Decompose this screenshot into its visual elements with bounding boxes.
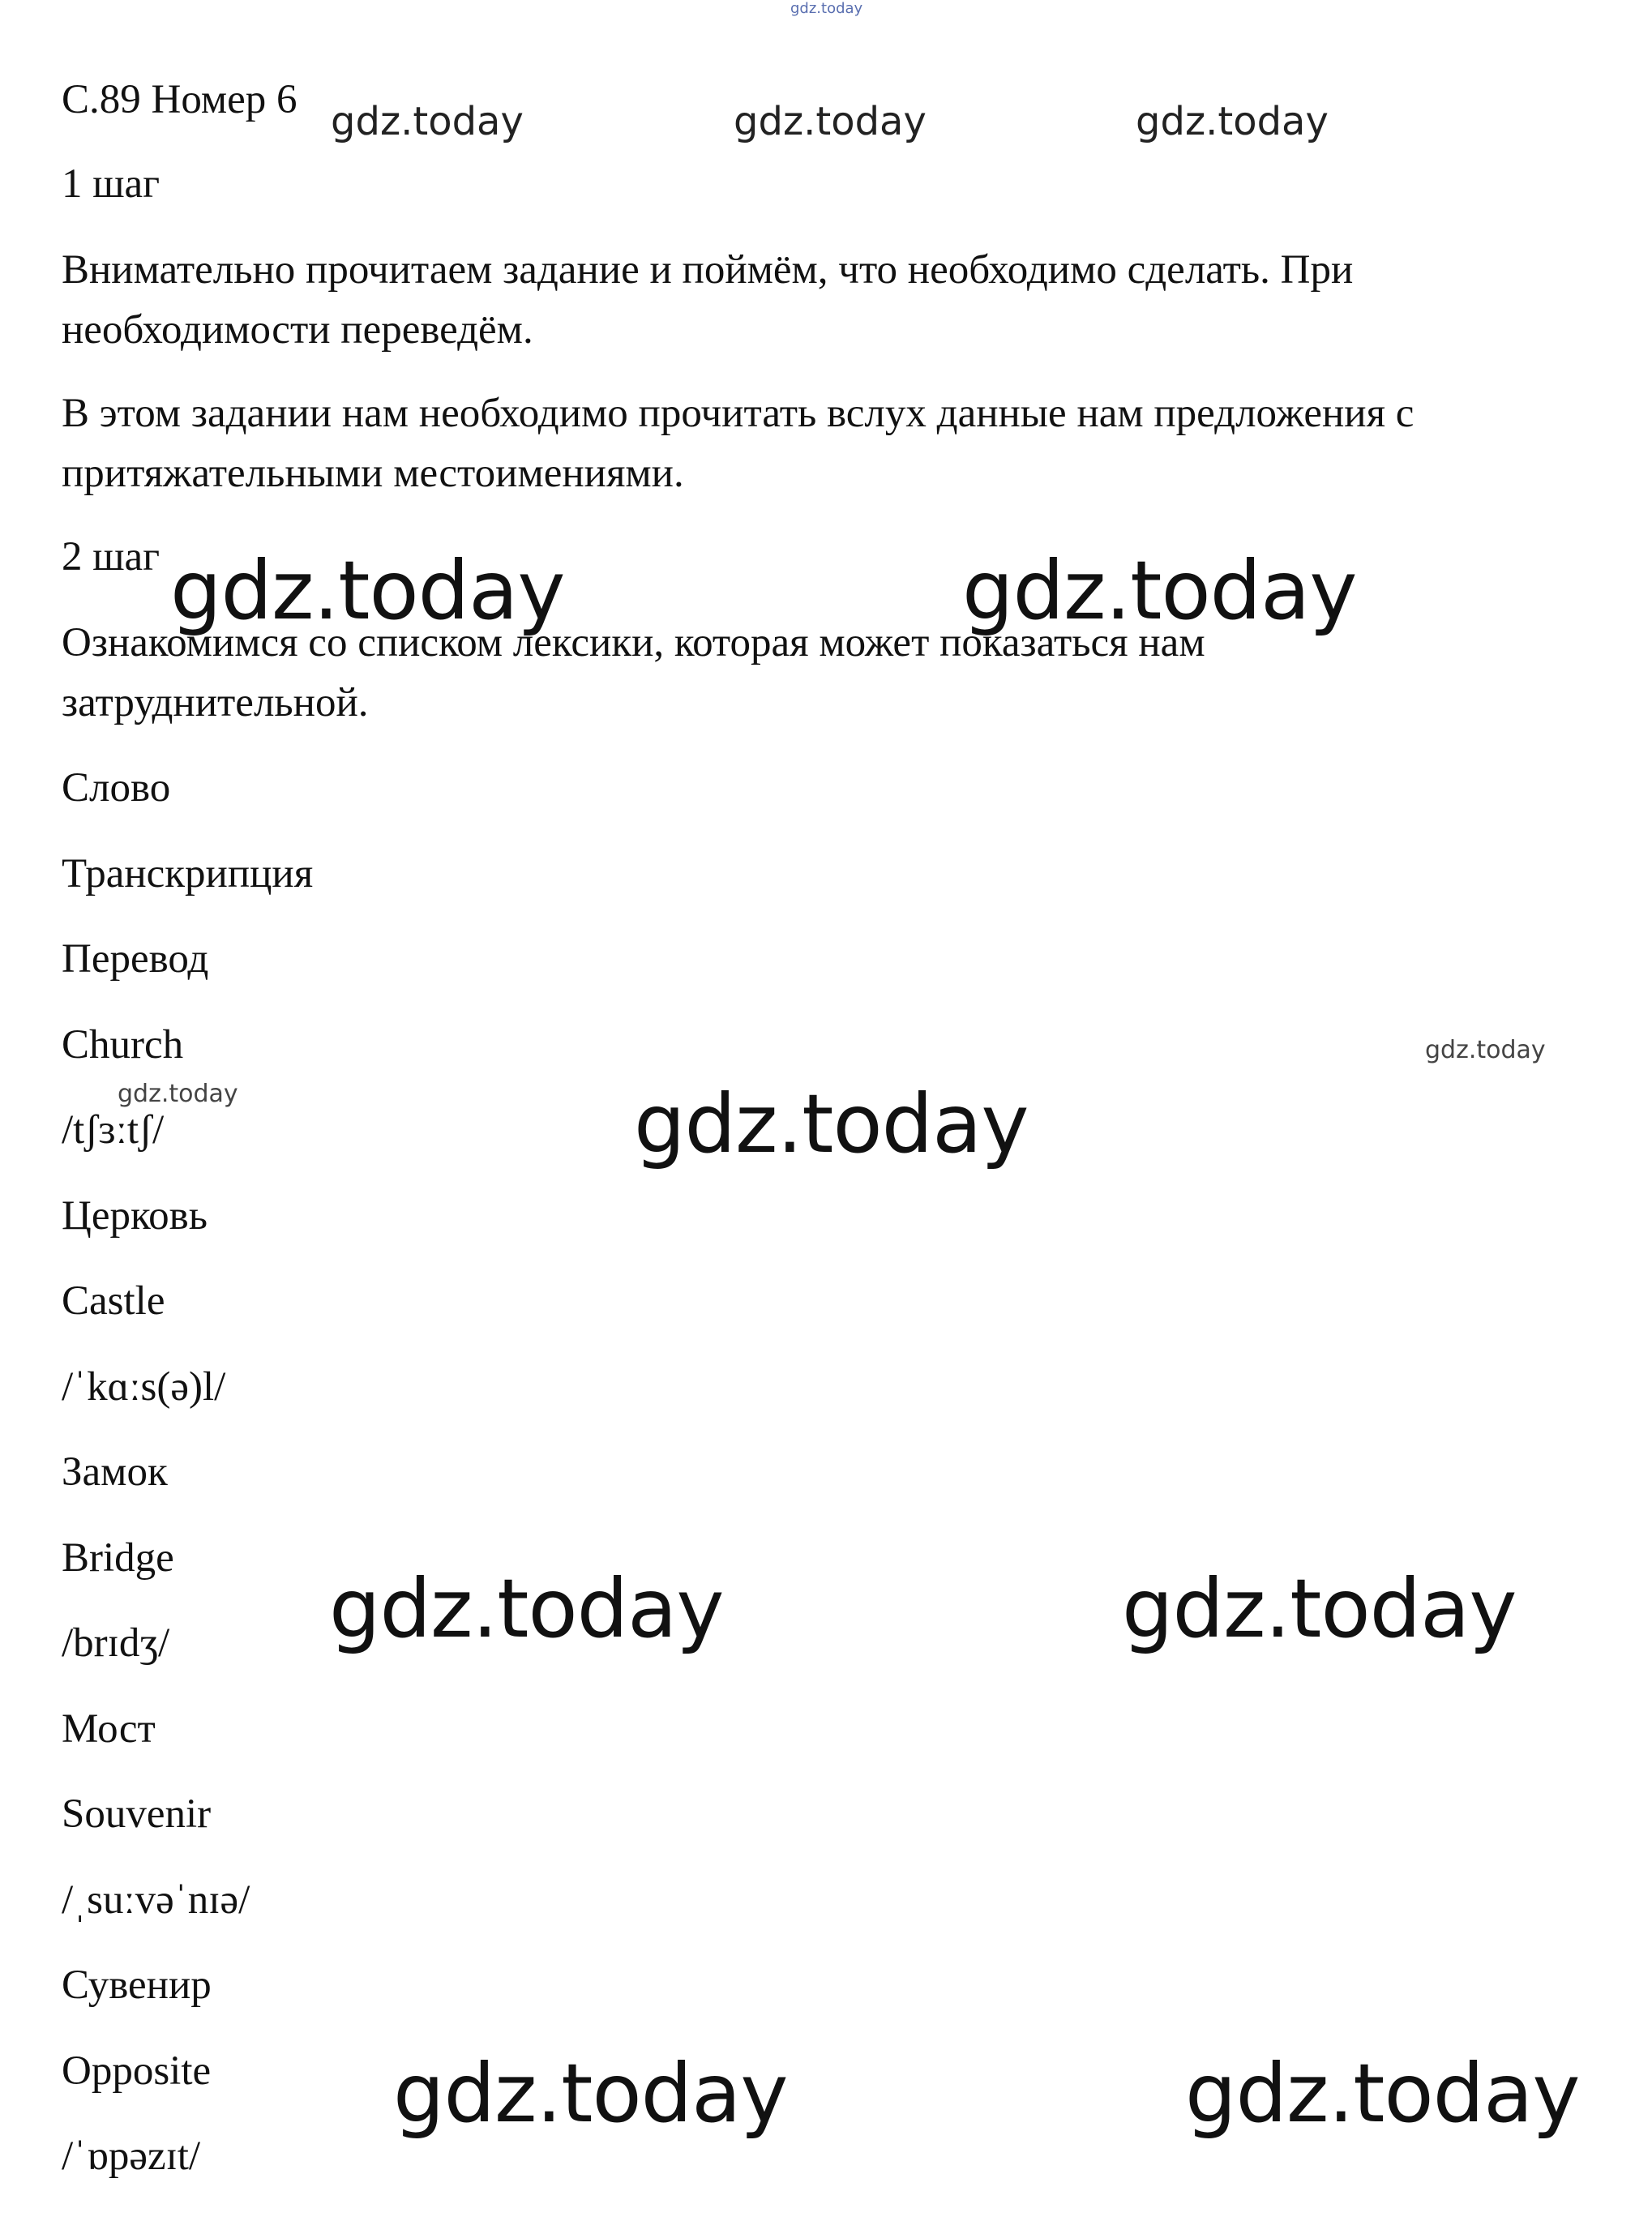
vocab-transcription: /ˌsuːvəˈnɪə/ [62, 1877, 250, 1923]
vocab-word: Castle [62, 1278, 165, 1324]
step-label: 2 шаг [62, 534, 160, 580]
watermark: gdz.today [790, 0, 863, 17]
paragraph-line: необходимости переведём. [62, 307, 533, 353]
vocab-translation: Сувенир [62, 1962, 212, 2008]
vocab-translation: Замок [62, 1449, 168, 1495]
column-header-word: Слово [62, 765, 171, 811]
vocab-word: Opposite [62, 2048, 212, 2094]
watermark: gdz.today [734, 99, 927, 144]
watermark: gdz.today [329, 1561, 724, 1656]
vocab-transcription: /ˈkɑːs(ə)l/ [62, 1364, 226, 1410]
page-title: С.89 Номер 6 [62, 77, 297, 122]
watermark: gdz.today [1122, 1561, 1517, 1656]
watermark: gdz.today [170, 543, 565, 638]
vocab-word: Souvenir [62, 1791, 212, 1837]
paragraph-line: притяжательными местоимениями. [62, 451, 684, 496]
vocab-word: Bridge [62, 1535, 174, 1581]
vocab-transcription: /ˈɒpəzɪt/ [62, 2133, 201, 2179]
watermark: gdz.today [1185, 2046, 1580, 2141]
watermark: gdz.today [1136, 99, 1329, 144]
paragraph-line: В этом задании нам необходимо прочитать вслух данные нам предложения с [62, 391, 1414, 436]
paragraph-line: Внимательно прочитаем задание и поймём, что необходимо сделать. При [62, 247, 1354, 293]
step-label: 1 шаг [62, 161, 160, 207]
vocab-word: Church [62, 1022, 184, 1068]
paragraph-line: Ознакомимся со списком лексики, которая может показаться нам [62, 620, 1205, 665]
vocab-translation: Церковь [62, 1193, 208, 1239]
watermark: gdz.today [962, 543, 1357, 638]
vocab-translation: Мост [62, 1706, 156, 1752]
vocab-transcription: /tʃɜːtʃ/ [62, 1107, 165, 1153]
watermark: gdz.today [393, 2046, 788, 2141]
watermark: gdz.today [331, 99, 524, 144]
column-header-transcription: Транскрипция [62, 851, 314, 897]
vocab-transcription: /brɪdʒ/ [62, 1620, 170, 1666]
watermark: gdz.today [118, 1080, 238, 1108]
watermark: gdz.today [634, 1076, 1029, 1171]
column-header-translation: Перевод [62, 936, 209, 982]
paragraph-line: затруднительной. [62, 680, 369, 725]
watermark: gdz.today [1425, 1036, 1546, 1064]
